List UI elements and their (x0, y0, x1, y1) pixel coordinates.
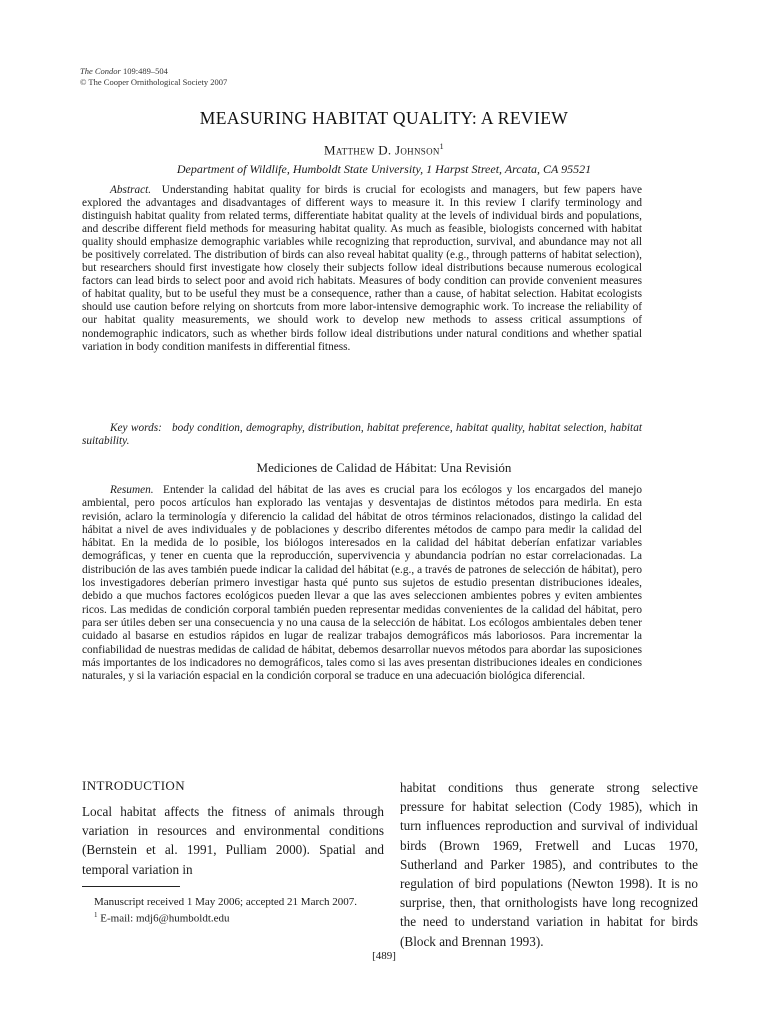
journal-copyright: © The Cooper Ornithological Society 2007 (80, 77, 228, 87)
keywords (82, 422, 642, 448)
footnote-divider (82, 886, 180, 887)
email-note (82, 909, 384, 926)
journal-citation (80, 66, 227, 77)
resumen (82, 484, 642, 683)
footnotes (82, 896, 384, 926)
abstract (82, 184, 642, 354)
abstract-text: Understanding habitat quality for birds is crucial for ecologists and managers, but few papers have explored the advantages and disadvantages of different ways to measure it. In this review I clarify terminology and distinguish habitat quality from related terms, differentiate habitat quality at the levels of individual birds and populations, and describe different field methods for measuring habitat quality. As much as feasible, biologists concerned with habitat quality should emphasize demographic variables while recognizing that reproduction, survival, and abundance may not all be positively correlated. The distribution of birds can also reveal habitat quality (e.g., through patterns of habitat selection), but researchers should first investigate how closely their subjects follow ideal distributions because numerous ecological factors can lead birds to select poor and avoid rich habitats. Measures of body condition can provide convenient measures of habitat quality, but to be useful they must be a consequence, rather than a cause, of habitat selection. Habitat ecologists should use caution before relying on shortcuts from more labor-intensive demographic work. To increase the reliability of our habitat quality measurements, we should work to develop new methods to assess critical assumptions of nondemographic indicators, such as whether birds follow ideal distributions under natural conditions and whether spatial variation in body condition manifests in differential fitness. (82, 184, 643, 353)
introduction-heading: INTRODUCTION (82, 778, 186, 793)
left-column (82, 778, 384, 879)
spanish-title: Mediciones de Calidad de Hábitat: Una Revisión (256, 460, 512, 475)
journal-header (80, 66, 227, 88)
journal-name: The Condor (80, 66, 121, 76)
introduction-right-text: habitat conditions thus generate strong selective pressure for habitat selection (Cody 1985), which in turn influences reproduction and survival of individual birds (Brown 1969, Fretwell and Lucas 1970, Sutherland and Parker 1985), and contributes to the regulation of bird populations (Newton 1998). It is no surprise, then, that ornithologists have long recognized the need to understand variation in habitat for birds (Block and Brennan 1993). (400, 780, 698, 949)
keywords-label: Key words: (110, 422, 162, 434)
author-footnote-marker: 1 (439, 142, 444, 151)
journal-volume-pages: 109:489–504 (122, 66, 168, 76)
right-column (400, 778, 698, 951)
email-footnote-marker: 1 (94, 911, 98, 919)
author-email: E-mail: mdj6@humboldt.edu (100, 912, 230, 925)
author-name: Matthew D. Johnson (324, 142, 440, 158)
page-number: [489] (372, 950, 396, 962)
author-line (0, 142, 768, 158)
resumen-label: Resumen. (110, 484, 154, 496)
introduction-left-text: Local habitat affects the fitness of animals through variation in resources and environmental conditions (Bernstein et al. 1991, Pulliam 2000). Spatial and temporal variation in (82, 804, 384, 877)
resumen-text: Entender la calidad del hábitat de las aves es crucial para los ecólogos y los encargados del manejo ambiental, pero pocos artículos han explorado las ventajas y desventajas de distintos métodos para medirla. En esta revisión, aclaro la terminología y diferencio la calidad del hábitat de otros términos relacionados, distingo la calidad del hábitat a nivel de aves individuales y de poblaciones y describo diferentes métodos de campo para medir la calidad del hábitat. En la medida de lo posible, los biólogos interesados en la calidad del hábitat deberían enfatizar variables demográficas, y tener en cuenta que la reproducción, supervivencia y abundancia podrían no estar correlacionadas. La distribución de las aves también puede indicar la calidad del hábitat (e.g., a través de patrones de selección de hábitat), pero los investigadores deberían primero investigar hasta qué punto sus sujetos de estudio presentan distribuciones ideales, debido a que muchos factores ecológicos pueden llevar a que las aves seleccionen ambientes pobres y eviten ambientes ricos. Las medidas de condición corporal también pueden representar medidas convenientes de la calidad del hábitat, pero para ser útiles deben ser una consecuencia y no una causa de la selección de hábitat. Los ecólogos ambientales deben tener cuidado al basarse en estudios rápidos en lugar de realizar trabajos demográficos más laboriosos. Para incrementar la confiabilidad de nuestras medidas de calidad de hábitat, debemos desarrollar nuevos métodos para abordar las suposiciones más importantes de los indicadores no demográficos, tales como si las aves presentan distribuciones ideales en condiciones naturales, y si la variación espacial en la condición corporal se traduce en una adecuación biológica diferencial. (82, 484, 642, 683)
keywords-text: body condition, demography, distribution, habitat preference, habitat quality, habitat selection, habitat suitability. (82, 422, 642, 447)
article-title: MEASURING HABITAT QUALITY: A REVIEW (199, 108, 569, 128)
manuscript-note: Manuscript received 1 May 2006; accepted 21 March 2007. (94, 896, 357, 908)
author-affiliation: Department of Wildlife, Humboldt State University, 1 Harpst Street, Arcata, CA 95521 (176, 162, 592, 176)
abstract-label: Abstract. (110, 184, 152, 196)
